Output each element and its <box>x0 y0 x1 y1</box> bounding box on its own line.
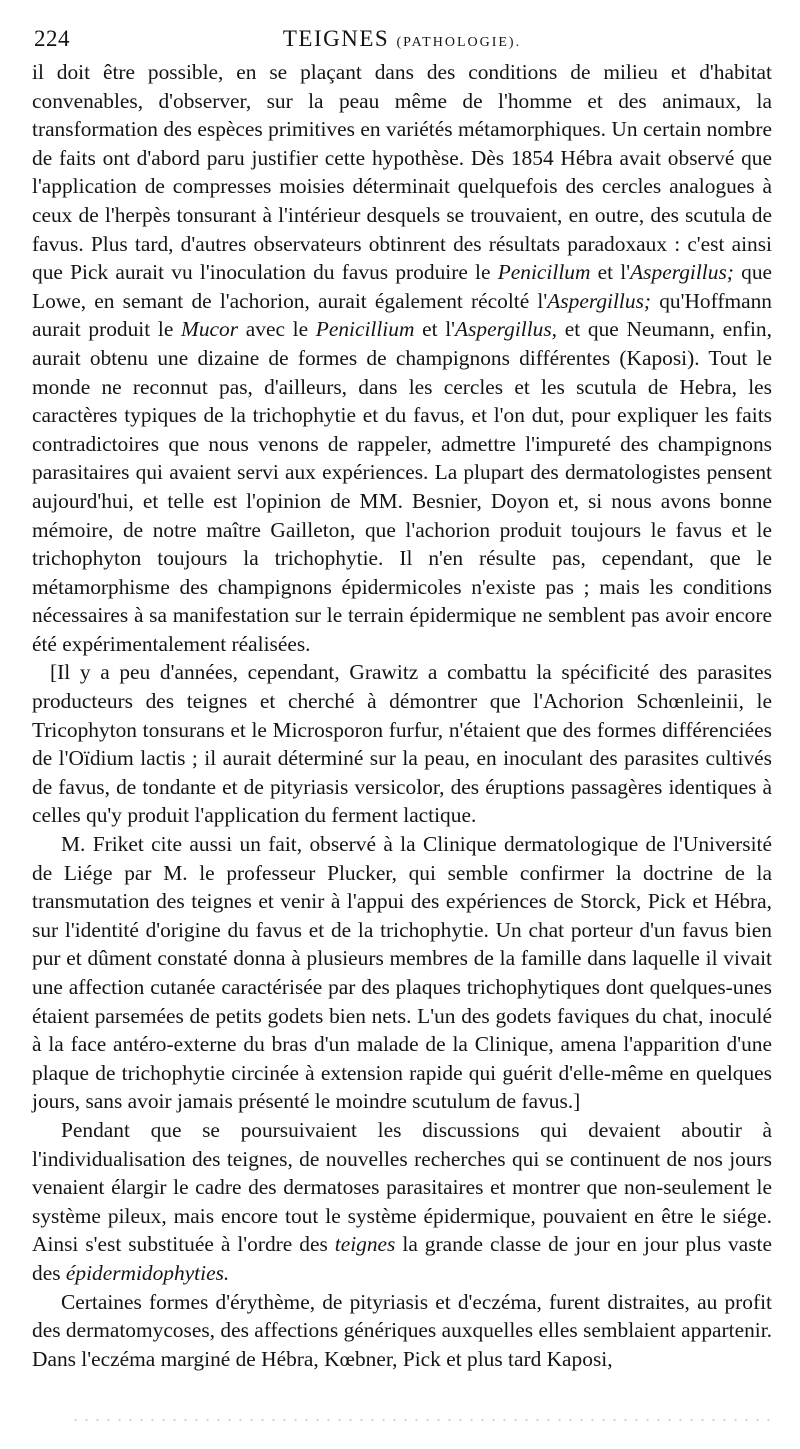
text-run: [Il y a peu d'années, cependant, Grawitz a combattu la spécificité des parasites producteurs des teignes et cherché à démontrer que l'Achorion Schœnleinii, le Tricophyton tonsurans et le Microsporon furfur, n'étaient que des formes différenciées de l'Oïdium lactis ; il aurait déterminé sur la peau, en inoculant des parasites cultivés de favus, de tondante et de pityriasis versicolor, des éruptions passagères identiques à celles qu'y produit l'application du ferment lactique. <box>32 660 772 828</box>
bottom-edge-bleed-through <box>70 1418 770 1422</box>
page <box>32 22 772 1373</box>
running-title <box>32 26 772 52</box>
text-run: Pendant que se poursuivaient les discussions qui devaient aboutir à l'individualisation des teignes, de nouvelles recherches qui se continuent de nos jours venaient élargir le cadre des dermatoses parasitaires et montrer que non-seulement le système pileux, mais encore tout le système épidermique, pouvaient en être le siége. Ainsi s'est substituée à l'ordre des <box>32 1117 772 1257</box>
running-header <box>32 22 772 58</box>
page-number: 224 <box>34 26 70 51</box>
text-run: et l' <box>590 260 631 285</box>
paragraph <box>32 58 772 658</box>
text-run: que Lowe, en semant de l'achorion, aurait également récolté l' <box>32 260 773 313</box>
running-title-subtitle: (PATHOLOGIE). <box>396 35 522 50</box>
italic-term: Aspergillus; <box>547 288 652 313</box>
running-title-main: TEIGNES <box>282 26 390 51</box>
italic-term: Penicillum <box>497 260 591 285</box>
text-run: il doit être possible, en se plaçant dans des conditions de milieu et d'habitat convenables, d'observer, sur la peau même de l'homme et des animaux, la transformation des espèces primitives en variétés métamorphiques. Un certain nombre de faits ont d'abord paru justifier cette hypothèse. Dès 1854 Hébra avait observé que l'application de compresses moisies déterminait quelquefois des cercles analogues à ceux de l'herpès tonsurant à l'intérieur desquels se trouvaient, en outre, des scutula de favus. Plus tard, d'autres observateurs obtinrent des résultats paradoxaux : c'est ainsi que Pick aurait vu l'inoculation du favus produire le <box>32 60 772 285</box>
body-text <box>32 58 772 1373</box>
italic-term: épidermidophyties. <box>65 1260 230 1285</box>
italic-term: Aspergillus; <box>630 260 734 285</box>
italic-term: Aspergillus, <box>455 317 558 342</box>
text-run: avec le <box>238 317 316 342</box>
paragraph <box>32 830 772 1116</box>
italic-term: teignes <box>334 1232 396 1257</box>
text-run: qu'Hoffmann aurait produit le <box>32 288 772 342</box>
text-run: et que Neumann, enfin, aurait obtenu une dizaine de formes de champignons différentes (Kaposi). Tout le monde ne reconnut pas, d'ailleurs, dans les cercles et les scutula de Hebra, les caractères typiques de la trichophytie et du favus, et l'on dut, pour expliquer les faits contradictoires que nous venons de rappeler, admettre l'impureté des champignons parasitaires qui avaient servi aux expériences. La plupart des dermatologistes pensent aujourd'hui, et telle est l'opinion de MM. Besnier, Doyon et, si nous avons bonne mémoire, de notre maître Gailleton, que l'achorion produit toujours le favus et le trichophyton toujours la trichophytie. Il n'en résulte pas, cependant, que le métamorphisme des champignons épidermicoles n'existe pas ; mais les conditions nécessaires à sa manifestation sur le terrain épidermique ne semblent pas avoir encore été expérimentalement réalisées. <box>32 317 772 656</box>
paragraph <box>32 1116 772 1288</box>
text-run: la grande classe de jour en jour plus vaste des <box>32 1232 772 1285</box>
text-run: Certaines formes d'érythème, de pityriasis et d'eczéma, furent distraites, au profit des dermatomycoses, des affections génériques auxquelles elles semblaient appartenir. Dans l'eczéma marginé de Hébra, Kœbner, Pick et plus tard Kaposi, <box>32 1289 772 1371</box>
text-run: M. Friket cite aussi un fait, observé à la Clinique dermatologique de l'Université de Liége par M. le professeur Plucker, qui semble confirmer la doctrine de la transmutation des teignes et venir à l'appui des expériences de Storck, Pick et Hébra, sur l'identité d'origine du favus et de la trichophytie. Un chat porteur d'un favus bien pur et dûment constaté donna à plusieurs membres de la famille dans laquelle il vivait une affection cutanée caractérisée par des plaques trichophytiques dont quelques-unes étaient parsemées de petits godets bien nets. L'un des godets faviques du chat, inoculé à la face antéro-externe du bras d'un malade de la Clinique, amena l'apparition d'une plaque de trichophytie circinée à extension rapide qui guérit d'elle-même en quelques jours, sans avoir jamais présenté le moindre scutulum de favus.] <box>32 832 772 1114</box>
paragraph <box>32 1288 772 1374</box>
italic-term: Penicillium <box>315 317 415 342</box>
paragraph <box>32 658 772 830</box>
italic-term: Mucor <box>181 317 239 342</box>
text-run: et l' <box>414 317 456 342</box>
